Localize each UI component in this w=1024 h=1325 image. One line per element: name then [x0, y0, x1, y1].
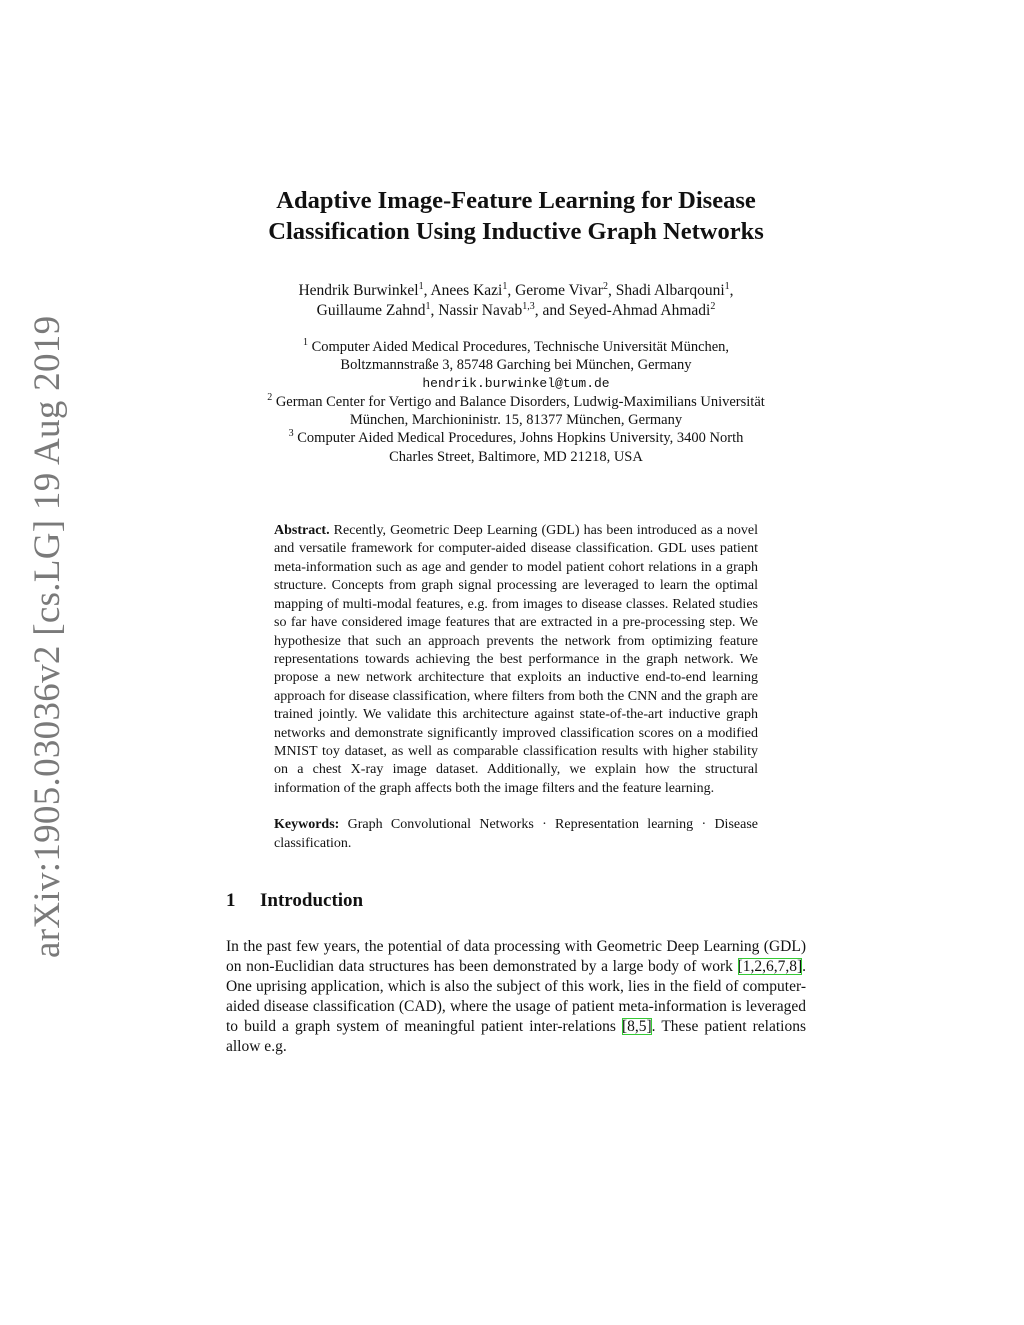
affiliation-mark: 2 [267, 392, 273, 404]
keywords-text: Graph Convolutional Networks · Representation learning · Disease classification. [274, 817, 758, 851]
title-line: Classification Using Inductive Graph Networks [268, 218, 764, 245]
affiliation-3-address: Charles Street, Baltimore, MD 21218, USA [389, 448, 643, 465]
affiliation-mark: 3 [288, 428, 294, 440]
section-number: 1 [226, 889, 236, 911]
affiliation-1-address: Boltzmannstraße 3, 85748 Garching bei München, Germany [340, 357, 692, 374]
author-name: , Shadi Albarqouni [607, 282, 725, 299]
citation-link[interactable]: [1,2,6,7,8] [737, 958, 803, 976]
intro-paragraph [226, 937, 806, 1058]
paper-title [226, 185, 806, 247]
intro-text: . One uprising application, which is also the subject of this work, lies in the field of computer-aided disease classification (CAD), where the usage of patient meta-information is leveraged to build a graph system of meaningful patient inter-relations [226, 958, 806, 1036]
author-affil-mark: 2 [602, 280, 608, 292]
paper-page [226, 185, 806, 1073]
author-affil-mark: 1,3 [522, 300, 535, 312]
author-list [226, 281, 806, 321]
author-line [226, 281, 806, 301]
author-separator: , [729, 282, 734, 299]
author-name: , and Seyed-Ahmad Ahmadi [534, 302, 711, 319]
affiliation-3-line [226, 429, 806, 447]
author-name: , Nassir Navab [430, 302, 523, 319]
title-line: Adaptive Image-Feature Learning for Disease [276, 187, 756, 214]
affiliation-text: Computer Aided Medical Procedures, Technische Universität München, [307, 339, 730, 355]
author-affil-mark: 1 [425, 300, 431, 312]
author-name: , Anees Kazi [423, 282, 503, 299]
author-affil-mark: 1 [724, 280, 730, 292]
citation-link[interactable]: [8,5] [621, 1018, 652, 1036]
affiliation-text: German Center for Vertigo and Balance Disorders, Ludwig-Maximilians Universität [272, 393, 765, 410]
author-affil-mark: 1 [502, 280, 508, 292]
intro-text: . These patient relations allow e.g. [226, 1018, 806, 1056]
affiliation-2-line [226, 393, 806, 411]
arxiv-identifier: arXiv:1905.03036v2 [cs.LG] 19 Aug 2019 [27, 315, 68, 958]
author-line [226, 301, 806, 321]
keywords [274, 816, 758, 853]
keywords-label: Keywords: [274, 817, 340, 833]
affiliation-1-line [226, 338, 806, 356]
affiliation-mark: 1 [302, 337, 308, 349]
affiliation-2-address: München, Marchioninistr. 15, 81377 München, Germany [349, 412, 683, 429]
section-title: Introduction [260, 889, 364, 911]
author-name: , Gerome Vivar [507, 282, 603, 299]
affiliation-text: Computer Aided Medical Procedures, Johns Hopkins University, 3400 North [293, 430, 744, 447]
abstract-text: Recently, Geometric Deep Learning (GDL) has been introduced as a novel and versatile framework for computer-aided disease classification. GDL uses patient meta-information such as age and gender to model patient cohort relations in a graph structure. Concepts from graph signal processing are leveraged to learn the optimal mapping of multi-modal features, e.g. from images to disease classes. Related studies so far have considered image features that are extracted in a pre-processing step. We hypothesize that such an approach prevents the network from optimizing feature representations towards achieving the best performance in the graph network. We propose a new network architecture that exploits an inductive end-to-end learning approach for disease classification, where filters from both the CNN and the graph are trained jointly. We validate this architecture against state-of-the-art inductive graph networks and demonstrate significantly improved classification scores on a modified MNIST toy dataset, as well as comparable classification results with higher stability on a chest X-ray image dataset. Additionally, we explain how the structural information of the graph affects both the image filters and the feature learning. [274, 523, 758, 796]
contact-email[interactable]: hendrik.burwinkel@tum.de [422, 375, 610, 391]
author-affil-mark: 1 [418, 280, 424, 292]
author-name: Guillaume Zahnd [316, 302, 426, 319]
intro-text: In the past few years, the potential of data processing with Geometric Deep Learning (GDL) on non-Euclidian data structures has been demonstrated by a large body of work [226, 937, 806, 976]
affiliations [226, 338, 806, 466]
author-name: Hendrik Burwinkel [298, 282, 419, 299]
abstract [274, 522, 758, 798]
abstract-label: Abstract. [274, 523, 330, 539]
author-affil-mark: 2 [710, 300, 716, 312]
section-heading [226, 889, 806, 913]
